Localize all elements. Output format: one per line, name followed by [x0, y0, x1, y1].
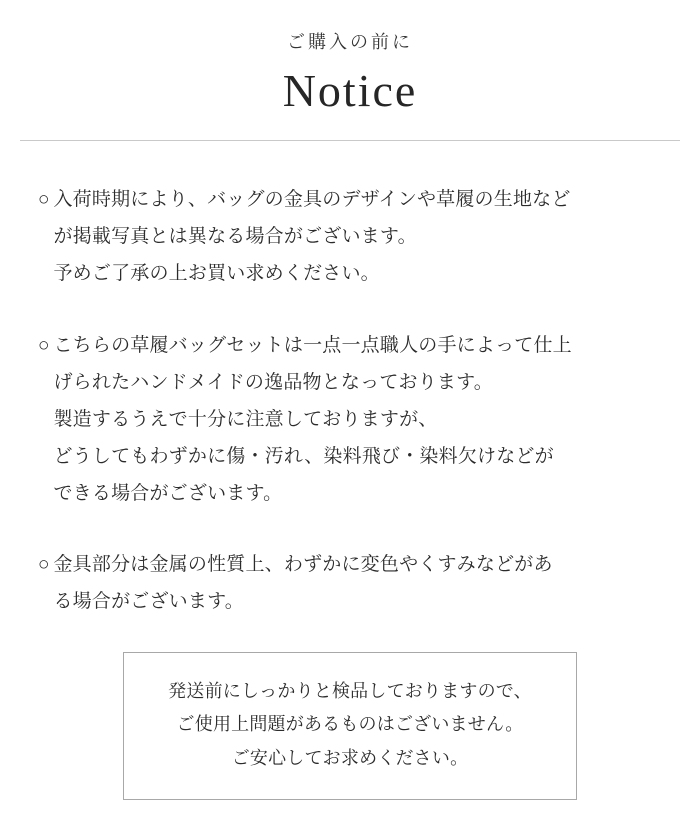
list-item	[38, 546, 662, 620]
text-line: 金具部分は金属の性質上、わずかに変色やくすみなどがあ	[53, 553, 553, 575]
list-item	[38, 181, 662, 292]
footer-note-wrapper	[0, 652, 700, 800]
list-item	[38, 327, 662, 512]
bullet-circle-icon: ○	[38, 334, 50, 356]
list-item-text	[53, 546, 662, 620]
footer-note-box	[123, 652, 577, 800]
text-line: ご安心してお求めください。	[231, 747, 469, 768]
text-line: どうしてもわずかに傷・汚れ、染料飛び・染料欠けなどが	[53, 445, 554, 467]
header-divider	[20, 140, 680, 141]
page-title: Notice	[282, 65, 418, 117]
header-subtitle: ご購入の前に	[287, 32, 413, 52]
text-line: こちらの草履バッグセットは一点一点職人の手によって仕上	[53, 334, 572, 356]
text-line: が掲載写真とは異なる場合がございます。	[53, 226, 417, 248]
text-line: 入荷時期により、バッグの金具のデザインや草履の生地など	[53, 189, 571, 211]
text-line: できる場合がございます。	[53, 482, 283, 504]
text-line: げられたハンドメイドの逸品物となっております。	[53, 371, 493, 393]
text-line: ご使用上問題があるものはございません。	[176, 714, 524, 735]
text-line: る場合がございます。	[53, 590, 244, 612]
bullet-circle-icon: ○	[38, 189, 50, 211]
page-header	[0, 0, 700, 141]
text-line: 発送前にしっかりと検品しておりますので、	[168, 681, 532, 701]
text-line: 予めご了承の上お買い求めください。	[53, 263, 380, 285]
bullet-circle-icon: ○	[38, 553, 50, 575]
text-line: 製造するうえで十分に注意しておりますが、	[53, 408, 438, 430]
list-item-text	[53, 181, 662, 292]
notice-list	[38, 181, 662, 619]
list-item-text	[53, 327, 662, 512]
